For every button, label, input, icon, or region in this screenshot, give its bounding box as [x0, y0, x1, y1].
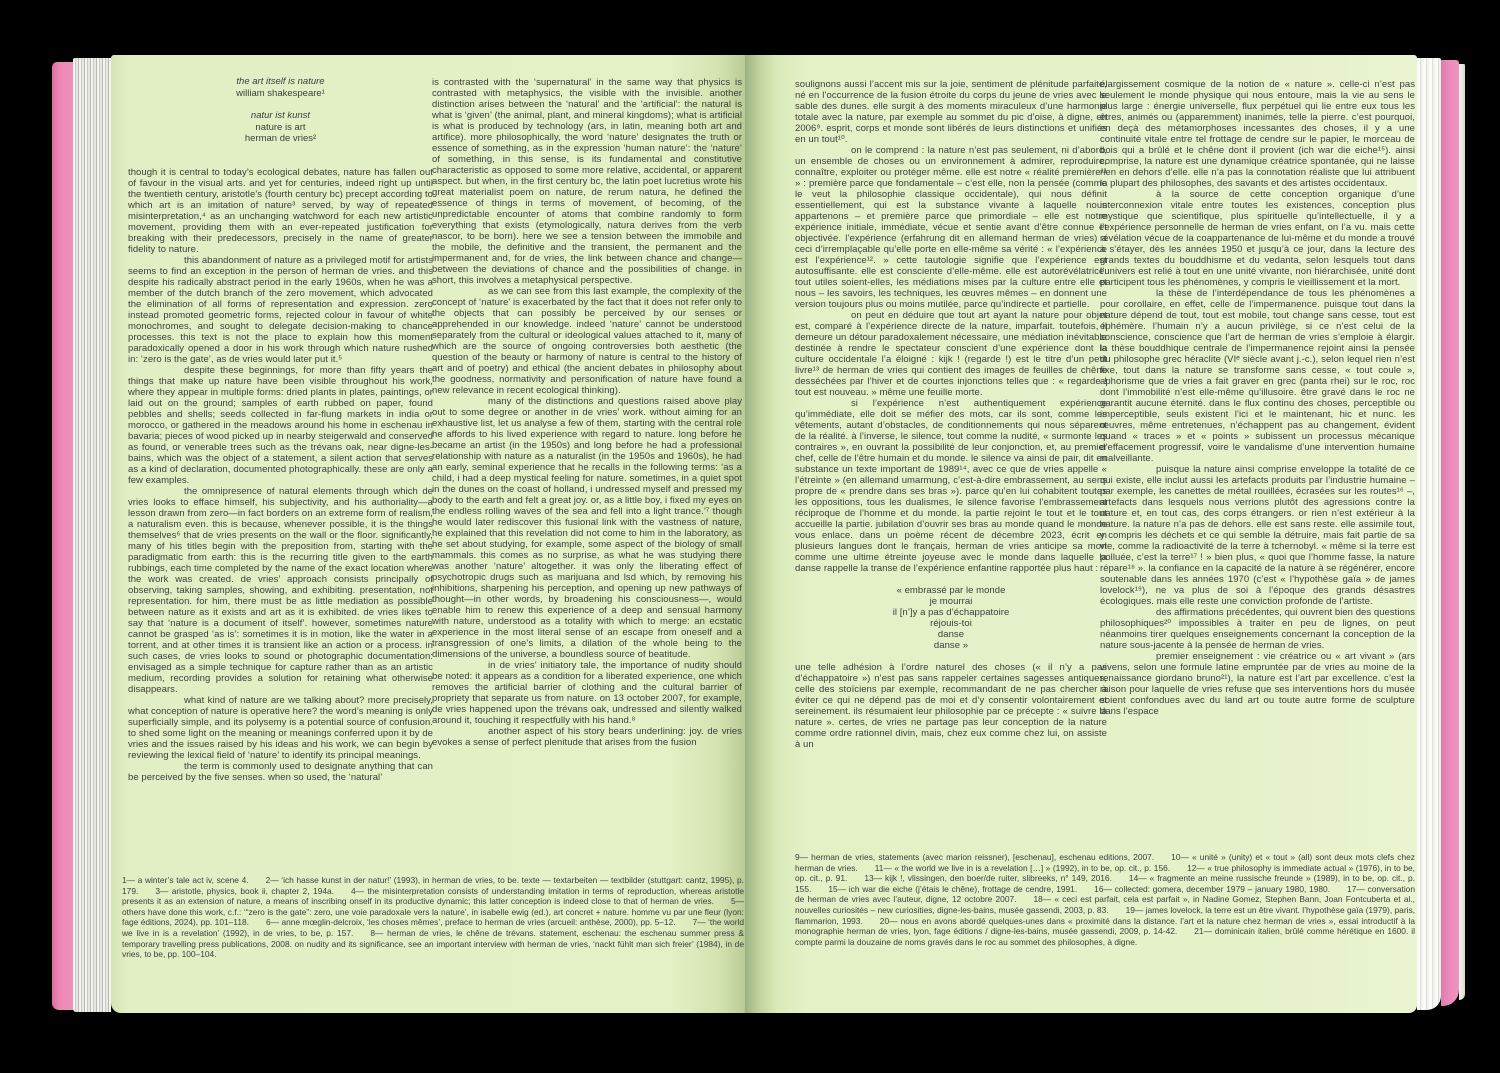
epigraph-gap — [128, 99, 433, 110]
book-cover-pink-edge-right — [1441, 60, 1459, 1006]
footnote-entry: 8— herman de vries, le chêne de trévans. statement, eschenau: the eschenau summer press & temporary travelling press publications, 2008. on nudity and its significance, see an important interview with herman de vries, ‘nackt fühlt man sich freier’ (1984), in de vries, to be, pp. 100–104. — [122, 927, 744, 960]
left-page-footnotes — [122, 875, 744, 960]
body-paragraph: despite these beginnings, for more than fifty years the things that make up nature have been visible throughout his work, where they appear in multiple forms: dried plants in plates, paintings, or laid out on the ground; samples of earth rubbed on paper, found pebbles and shells; seeds collected in far-flung markets in india or morocco, or gathered in the meadows around his home in eschenau in bavaria; pieces of wood picked up in nearby steigerwald and conserved as found, or venerable trees such as the trévans oak, near digne-les-bains, which was the object of a statement, a silent action that serves as a kind of declaration, documented photographically. these are only a few examples. — [128, 365, 433, 486]
footnote-entry: 12— « true philosophy is immediate actual » (1976), in to be, op. cit., p. 91. — [795, 862, 1415, 884]
body-paragraph: des affirmations précédentes, qui ouvrent bien des questions philosophiques²⁰ impossibles à traiter en peu de lignes, on peut néanmoins tirer quelques enseignements concernant la conception de la nature sous-jacente à la pensée de herman de vries. — [1100, 607, 1415, 651]
footnote-entry: 6— anne mœglin-delcroix, ‘les choses mêmes’, preface to herman de vries (arcueil: anthèse, 2000), pp. 5–12. — [265, 917, 676, 928]
book-cover-white-edge-right — [1459, 64, 1465, 1000]
body-paragraph: la thèse de l’interdépendance de tous les phénomènes a pour corollaire, en effet, celle de l’impermanence. puisque tout dans la nature dépend de tout, tout est mobile, tout change sans cesse, tout est éphémère. l’humain n’y a aucun privilège, si ce n’est celui de la conscience, conscience que l’art de herman de vries s’emploie à élargir. la thèse bouddhique centrale de l’impermanence rejoint ainsi la pensée du philosophe grec héraclite (VIᵉ siècle avant j.-c.), selon lequel rien n’est fixe, tout dans la nature se transforme sans cesse, « tout coule », aphorisme que de vries a fait graver en grec (panta rhei) sur le roc, roc dont l’immobilité n’est elle-même qu’illusoire. être gravé dans le roc ne garantit aucune éternité. dans le flux continu des choses, perceptible ou imperceptible, seuls existent l’ici et le maintenant, hic et nunc. les œuvres, même entretenues, n’échappent pas au changement, évident quand « traces » et « points » subissent un processus mécanique d’effacement progressif, voire le vandalisme d’une intervention humaine malveillante. — [1100, 288, 1415, 464]
footnote-entry: 15— ich war die eiche (j’étais le chêne), frottage de cendre, 1991. — [828, 883, 1078, 894]
body-paragraph: is contrasted with the ‘supernatural’ in the same way that physics is contrasted with metaphysics, the visible with the invisible. another distinction arises between the ‘natural’ and the ‘artificial’: the natural is what is ‘given’ (the animal, plant, and mineral kingdoms); what is artificial is what is produced by technology (ars, in latin, meaning both art and artifice). more philosophically, the word ‘nature’ designates the truth or essence of something, as in the expression ‘human nature’: the ‘nature’ of something, in this sense, is its fundamental and constitutive characteristic as opposed to some more relative, accidental, or apparent aspect. but when, in the first century bc, the latin poet lucretius wrote his great materialist poem on nature, de rerum natura, he defined the essence of things in terms of movement, of becoming, of the unpredictable encounter of atoms that combine randomly to form everything that exists (etymologically, natura derives from the verb nascor, to be born). here we see a tension between the immobile and the mobile, the definitive and the transient, the permanent and the impermanent and, for de vries, the link between chance and change—between the deviations of chance and the possibilities of change. in short, this involves a metaphysical perspective. — [432, 77, 742, 286]
footnote-entry: 17— conversation de herman de vries avec l’auteur, digne, 12 octobre 2007. — [795, 883, 1415, 905]
body-paragraph: puisque la nature ainsi comprise enveloppe la totalité de ce qui existe, elle inclut aussi les artefacts produits par l’industrie humaine – par exemple, les canettes de métal rouillées, écrasées sur les routes¹⁶ –, artefacts dans lesquels nous verrions plutôt des agressions contre la nature et, en tout cas, des corps étrangers. or rien n’est extérieur à la nature. la nature n’a pas de dehors. elle est sans reste. elle assimile tout, y compris les déchets et ce qui semble la détruire, mais fait partie de sa vie, comme la radioactivité de la terre à tchernobyl. « même si la terre est polluée, c’est la terre¹⁷ ! » bien plus, « quoi que l’homme fasse, la nature répare¹⁸ ». la confiance en la capacité de la nature à se régénérer, encore soutenable dans les années 1970 (c’est « l’hypothèse gaïa » de james lovelock¹⁹), ne va plus de soi à l’époque des grands désastres écologiques. mais elle reste une conviction profonde de l’artiste. — [1100, 464, 1415, 607]
footnote-entry: 13— kijk !, vlissingen, den boer/de ruiter, slibreeks, n° 149, 2016. — [864, 873, 1112, 884]
body-paragraph: à la source de cette conception organique d’une interconnexion vitale entre toutes les existences, conception plus mystique que scientifique, plus spirituelle qu’intellectuelle, il y a l’expérience personnelle de herman de vries enfant, on l’a vu. mais cette révélation vécue de la coappartenance de lui-même et du monde a trouvé à s’étayer, dès les années 1950 et jusqu’à ce jour, dans la lecture des grands textes du bouddhisme et du vedanta, selon lesquels tout dans l’univers est relié à tout en une unité vivante, non hiérarchisée, unité dont participent tous les phénomènes, y compris le vieillissement et la mort. — [1100, 189, 1415, 288]
poem-line: il [n’]y a pas d’échappatoire — [892, 607, 1010, 618]
footnote-entry: 2— ‘ich hasse kunst in der natur!’ (1993), in herman de vries, to be. texte — textarbeiten — textbilder (stuttgart: cantz, 1995), p. 179. — [122, 875, 744, 896]
body-paragraph: in de vries’ initiatory tale, the importance of nudity should be noted: it appears as a condition for a liberated experience, one which removes the artificial barrier of clothing and the cultural barrier of propriety that separate us from nature. on 13 october 2007, for example, de vries happened upon the trévans oak, undressed and silently walked around it, touching it respectfully with his hand.⁸ — [432, 660, 742, 726]
body-paragraph: premier enseignement : vie créatrice ou « art vivant » (ars vivens, selon une formule latine empruntée par de vries au moine de la renaissance giordano bruno²¹), la nature est l’art par excellence. c’est la raison pour laquelle de vries refuse que ses interventions hors du musée soient confondues avec du land art ou toute autre forme de sculpture dans l’espace — [1100, 651, 1415, 717]
poem-line: je mourrai — [929, 596, 973, 607]
poem-line: « embrassé par le monde — [896, 585, 1006, 596]
body-paragraph: many of the distinctions and questions raised above play out to some degree or another in de vries’ work. without aiming for an exhaustive list, let us analyse a few of them, starting with the central role he affords to his lived experience with regard to nature. long before he became an artist (in the 1950s) and long before he had a professional relationship with nature as a naturalist (in the 1950s and 1960s), he had an early, seminal experience that he recalls in the following terms: ‘as a child, i had a deep mystical feeling for nature. sometimes, in a quiet spot in the dunes on the coast of holland, i undressed myself and pressed my body to the earth and felt a great joy. or, as a little boy, i fixed my eyes on the endless rolling waves of the sea and fell into a light trance.’⁷ though he would later rediscover this fusional link with the vastness of nature, he explained that this revelation did not come to him in the laboratory, as he set about studying, for example, some aspect of the biology of small mammals. this comes as no surprise, as what he was studying there was another ‘nature’ altogether. it was only the liberating effect of psychotropic drugs such as marijuana and lsd which, by removing his inhibitions, sharpening his perception, and opening up new pathways of thought—in other words, by broadening his consciousness—, would enable him to renew this experience of a deep and sensual harmony with nature, understood as a totality with which to merge: an ecstatic experience in the most literal sense of an escape from oneself and a transgression of one’s limits, a dilation of the whole being to the dimensions of the universe, a boundless source of beatitude. — [432, 396, 742, 660]
page-stack-left — [73, 58, 111, 1012]
body-paragraph: what kind of nature are we talking about? more precisely, what conception of nature is operative here? the word’s meaning is only superficially simple, and its polysemy is a potential source of confusion. to shed some light on the meaning or meanings conferred upon it by de vries and the issues raised by his ideas and his work, we can begin by reviewing the lexical field of ‘nature’ to identify its principal meanings. — [128, 695, 433, 761]
poem-line: réjouis-toi — [930, 618, 972, 629]
body-paragraph: une telle adhésion à l’ordre naturel des choses (« il n’y a pas d’échappatoire ») n’est pas sans rappeler certaines sagesses antiques, celle des stoïciens par exemple, recommandant de ne pas chercher à éviter ce qui ne dépend pas de moi et d’y consentir volontairement et sereinement. ils résumaient leur philosophie par ce précepte : « suivre la nature ». certes, de vries ne partage pas leur conception de la nature comme ordre rationnel divin, mais, chez eux comme chez lui, on assiste à un — [795, 662, 1107, 750]
footnote-entry: 7— ‘the world we live in is a revelation’ (1992), in de vries, to be, p. 157. — [122, 917, 745, 938]
epigraph — [128, 76, 433, 145]
body-paragraph: though it is central to today’s ecological debates, nature has fallen out of favour in the visual arts. and yet for centuries, indeed right up until the twentieth century, aristotle’s (fourth century bc) precept according to which art is an imitation of nature³ served, by way of repeated misinterpretation,⁴ as an unchanging watchword for each new artistic movement, providing them with an ever-repeated justification for breaking with their predecessors, precisely in the name of greater fidelity to nature. — [128, 167, 433, 255]
footnote-entry: 21— dominicain italien, brûlé comme hérétique en 1600. il compte parmi la douzaine de noms gravés dans le roc au sommet des philosophes, à digne. — [795, 926, 1415, 947]
footnote-entry: 14— « fragmente an meine russische freunde » (1989), in to be, op. cit., p. 155. — [795, 873, 1415, 894]
poem-block — [795, 585, 1107, 651]
right-page-column-2 — [1100, 79, 1415, 717]
epigraph-line: natur ist kunst — [250, 110, 311, 121]
body-paragraph: élargissement cosmique de la notion de « nature ». celle-ci n’est pas seulement le monde physique qui nous entoure, mais la vie au sens le plus large : énergie universelle, flux perpétuel qui lie entre eux tous les êtres, animés ou (apparemment) inanimés, telle la pierre. c’est pourquoi, en deçà des métamorphoses incessantes des choses, il y a une continuité vitale entre tel frottage de cendre sur le papier, le morceau de bois qui a brûlé et le chêne dont il provient (ich war die eiche¹⁵). ainsi comprise, la nature est une dynamique créatrice spontanée, qui ne laisse rien en dehors d’elle. elle n’a pas la connotation réaliste que lui attribuent la plupart des philosophes, des savants et des artistes occidentaux. — [1100, 79, 1415, 189]
footnote-entry: 5— others have done this work, c.f.: ‘“zero is the gate”: zero, une voie paradoxale vers la nature’, in isabelle ewig (ed.), art concret + nature. homme vu par une fleur (lyon: fage éditions, 2024), pp. 101–118. — [122, 896, 744, 928]
footnote-entry: 20— nous en avons abordé quelques-unes dans « proximité dans la distance. l’art et la nature chez herman de vries », essai introductif à la monographie herman de vries, lyon, fage éditions / digne-les-bains, musée gassendi, 2009, p. 14-42. — [795, 915, 1415, 937]
poem-line: danse » — [933, 640, 969, 651]
body-paragraph: on peut en déduire que tout art ayant la nature pour objet est, comparé à l’expérience directe de la nature, imparfait. toutefois, il demeure un détour paradoxalement nécessaire, une médiation inévitable destinée à rendre le spectateur conscient d’une expérience dont la culture occidentale l’a éloigné : kijk ! (regarde !) est le titre d’un petit livre¹³ de herman de vries qui contient des images de feuilles de chêne desséchées par l’hiver et de courtes injonctions telles que : « regarde ! tout est nouveau. » même une feuille morte. — [795, 310, 1107, 398]
epigraph-line: herman de vries² — [244, 133, 317, 144]
body-paragraph: the omnipresence of natural elements through which de vries looks to efface himself, his subjectivity, and his authoriality—a lesson drawn from zero—in fact borders on an extreme form of realism, a naturalism even. this is because, whenever possible, it is the things themselves⁶ that de vries presents on the wall or the floor. significantly, many of his titles begin with the preposition from, starting with the paradigmatic from earth: this is the recurring title given to the earth rubbings, each time completed by the name of the exact location where the work was created. de vries’ approach consists principally of observing, taking samples, showing, and exhibiting. presentation, not representation. for him, there must be as little mediation as possible between nature as it exists and art as it is exhibited. de vries likes to say that ‘nature is a document of itself’. however, sometimes nature cannot be grasped ‘as is’: sometimes it is in motion, like the water in a torrent, and at other times it is transient like an action or a process. in such cases, de vries looks to sound or photographic documentation: envisaged as a simple technique for capture rather than as an artistic medium, recording provides a solution for retaining what otherwise disappears. — [128, 486, 433, 695]
page-stack-right — [1417, 58, 1441, 1010]
epigraph-line: nature is art — [255, 121, 306, 133]
footnote-entry: 9— herman de vries, statements (avec marion reissner), [eschenau], eschenau editions, 2007. — [795, 852, 1155, 862]
footnote-entry: 16— collected: gomera, december 1979 – january 1980, 1980. — [1094, 883, 1331, 894]
epigraph-line: william shakespeare¹ — [236, 87, 325, 99]
right-page-column-1 — [795, 79, 1107, 750]
body-paragraph: on le comprend : la nature n’est pas seulement, ni d’abord, un ensemble de choses ou un environnement à admirer, reproduire, connaître, exploiter ou protéger même. elle est notre « réalité première¹¹ » : première parce que fondamentale – c’est elle, non la pensée (comme le veut la philosophie classique occidentale), qui nous définit essentiellement, qui est la substance vivante à laquelle nous appartenons – et première parce que primordiale – elle est notre expérience initiale, immédiate, vécue et sentie avant d’être connue et objectivée. l’expérience (erfahrung dit en allemand herman de vries) a ceci d’irremplaçable qu’elle porte en elle-même sa vérité : « l’expérience est l’expérience¹². » cette tautologie signifie que l’expérience est autosuffisante. elle est consciente d’elle-même. elle est autorévélatrice. tout utiles soient-elles, les médiations mises par la culture entre elle et nous – les savoirs, les techniques, les œuvres mêmes – en donnent une version toujours plus ou moins mutilée, parce qu’indirecte et partielle. — [795, 145, 1107, 310]
epigraph-line: the art itself is nature — [236, 76, 325, 87]
footnote-entry: 4— the misinterpretation consists of understanding imitation in terms of reproduction, whereas aristotle presents it as an extension of nature, a means of inscribing onself in its productive dynamic; this latter conception is indeed close to that of herman de vries. — [122, 885, 744, 907]
body-paragraph: si l’expérience n’est authentiquement expérience qu’immédiate, elle doit se méfier des mots, car ils sont, comme les vêtements, autant d’obstacles, de conditionnements qui nous séparent de la réalité. à l’inverse, le silence, tout comme la nudité, « surmonte les contraires », en ouvrant la possibilité de leur conjonction, et, au premier chef, celle de l’être humain et du monde. le silence va ainsi de pair, dit en substance un texte important de 1989¹⁴, avec ce que de vries appelle « l’étreinte » (en allemand umarmung, c’est-à-dire embrassement, au sens propre de « prendre dans ses bras »). parce qu’en lui cohabitent toutes les oppositions, tous les dualismes, le silence favorise l’embrassement réciproque de l’homme et du monde. la partie rejoint le tout et le tout accueille la partie. jubilation d’ouvrir ses bras au monde quand le monde vous enlace. dans un poème récent de décembre 2023, écrit en plusieurs langues dont le français, herman de vries anticipe sa mort comme une ultime étreinte joyeuse avec le monde dans laquelle la danse rappelle la transe de l’expérience enfantine rapportée plus haut : — [795, 398, 1107, 574]
footnote-entry: 10— « unité » (unity) et « tout » (all) sont deux mots clefs chez herman de vries. — [795, 852, 1415, 873]
footnote-entry: 1— a winter’s tale act iv, scene 4. — [122, 875, 249, 885]
footnote-entry: 19— james lovelock, la terre est un être vivant. l’hypothèse gaïa (1979), paris, flammarion, 1993. — [795, 904, 1415, 926]
book-cover-pink-edge-left — [52, 62, 73, 1010]
footnote-entry: 11— « the world we live in is a revelation […] » (1992), in to be, op. cit., p. 156. — [874, 862, 1171, 873]
left-page-column-2 — [432, 77, 742, 748]
body-paragraph: as we can see from this last example, the complexity of the concept of ‘nature’ is exacerbated by the fact that it does not refer only to the objects that can possibly be perceived by our senses or apprehended in our knowledge. indeed ‘nature’ cannot be understood separately from the cultural or ideological values attached to it, many of which are the source of ongoing controversies both aesthetic (the question of the beauty or harmony of nature is central to the history of art and of poetry) and ethical (the ancient debates in philosophy about the goodness, normativity and personification of nature have found a new relevance in recent ecological thinking). — [432, 286, 742, 396]
body-paragraph: another aspect of his story bears underlining: joy. de vries evokes a sense of perfect plenitude that arises from the fusion — [432, 726, 742, 748]
body-paragraph: soulignons aussi l’accent mis sur la joie, sentiment de plénitude parfaite, né en l’occurrence de la fusion étroite du corps du jeune de vries avec le sable des dunes. elle surgit à des moments miraculeux d’une harmonie totale avec la nature, par exemple au sommet du pic d’oise, à digne, en 2006⁹. esprit, corps et monde sont libérés de leurs distinctions et unifiés en un tout¹⁰. — [795, 79, 1107, 145]
footnote-entry: 3— aristotle, physics, book ii, chapter 2, 194a. — [155, 885, 335, 896]
right-page-footnotes — [795, 852, 1415, 947]
poem-line: danse — [937, 629, 965, 640]
body-paragraph: the term is commonly used to designate anything that can be perceived by the five senses. when so used, the ‘natural’ — [128, 761, 433, 783]
footnote-entry: 18— « ceci est parfait, cela est parfait », in Nadine Gomez, Stephen Bann, Joan Fontcuberta et al., nouvelles curiosités – new curiosities, digne-les-bains, musée gassendi, 2003, p. 83. — [795, 894, 1415, 915]
left-page-column-1 — [128, 167, 433, 783]
body-paragraph: this abandonment of nature as a privileged motif for artists seems to find an exception in the person of herman de vries. and this despite his radically abstract period in the early 1960s, when he was a member of the dutch branch of the zero movement, which advocated the elimination of all forms of representation and expression. zero instead promoted geometric forms, rejected colour in favour of white monochromes, and sought to delegate decision-making to chance processes. this text is not the place to explain how this moment paradoxically opened a door in his work through which nature rushed in: ‘zero is the gate’, as de vries would later put it.⁵ — [128, 255, 433, 365]
